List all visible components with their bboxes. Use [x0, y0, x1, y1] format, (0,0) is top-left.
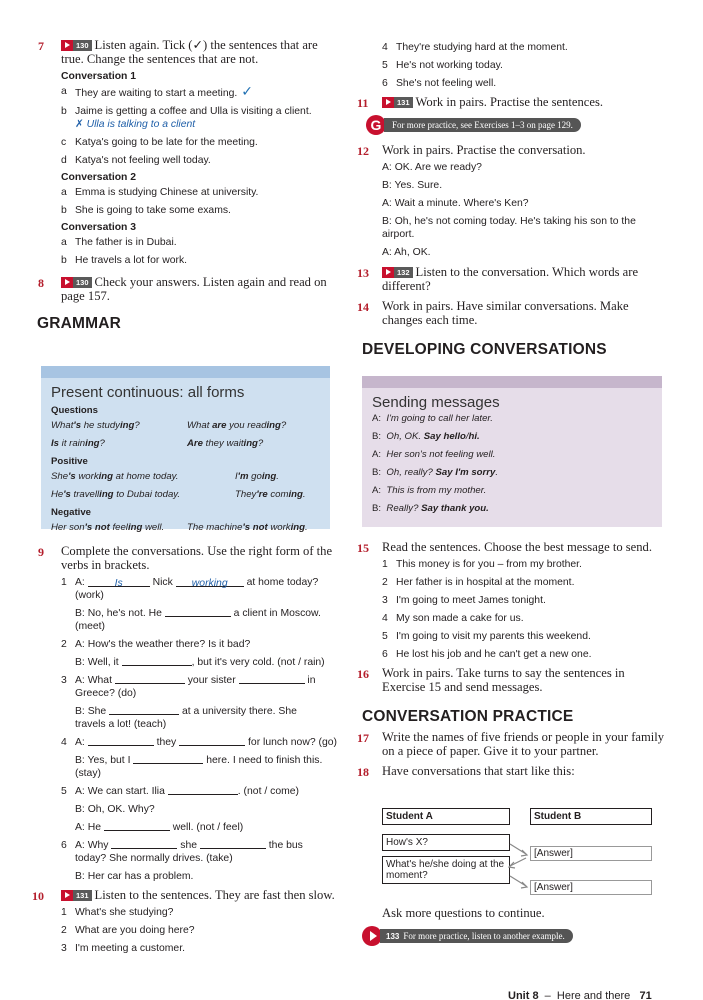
exercise-number: 17 — [357, 731, 369, 745]
section-heading-grammar: GRAMMAR — [37, 315, 122, 332]
exercise-9-items: 1 A: Is Nick working at home today? (work) B: No, he's not. He a client in Moscow. (meet) 2 A: How's the weather there? Is it bad? B: Well, it , but it's very cold. (not / rain) 3 A: What your sister in Greece? (do) B: She at a university there. She travels a lot! (teach) 4 A: they for lunch now? (go) B: Yes, but I here. I need to finish this. (stay) 5 A: We can start. Ilia . (not / come) B: Oh, OK. Why? A: He well. (not / feel) 6 A: Why she the bus today? She normally drives. (take) B: Her car has a problem. — [61, 577, 337, 882]
unit-title: Here and there — [556, 990, 631, 1000]
exercise-number: 13 — [357, 266, 369, 280]
item-text: What's she studying? — [75, 907, 174, 918]
answer-field[interactable] — [176, 577, 244, 587]
item-text: I'm meeting a customer. — [75, 943, 185, 954]
audio-track-badge[interactable] — [61, 277, 92, 288]
message-line: A: This is from my mother. — [372, 485, 487, 496]
dialogue-line: A: Ah, OK. — [382, 247, 431, 258]
item-text: She's not feeling well. — [396, 78, 497, 89]
exercise-12-dialogue — [356, 161, 666, 259]
conversation-label: Conversation 1 — [61, 71, 137, 82]
prompt-box: How's X? — [382, 834, 510, 851]
listen-reference-label: For more practice, listen to another example. — [403, 931, 565, 941]
exercise-10-items: 1 What's she studying? 2 What are you doing here? 3 I'm meeting a customer. — [61, 907, 195, 954]
grammar-row: Her son's not feeling well. The machine's not working. — [51, 522, 308, 533]
exercise-16 — [356, 666, 666, 694]
track-number: 131 — [394, 97, 413, 108]
grammar-box-title: Present continuous: all forms — [51, 384, 245, 401]
list-item: c Katya's going to be late for the meeting. — [61, 137, 258, 148]
audio-track-badge[interactable] — [61, 890, 92, 901]
grammar-box — [41, 366, 330, 533]
play-icon[interactable] — [61, 40, 73, 51]
play-icon[interactable] — [382, 97, 394, 108]
answer-field[interactable] — [239, 674, 305, 684]
exercise-13 — [356, 265, 666, 293]
item-text: Emma is studying Chinese at university. — [75, 187, 259, 198]
exercise-number: 15 — [357, 541, 369, 555]
list-item: b He travels a lot for work. — [61, 255, 188, 266]
answer-field[interactable] — [168, 785, 238, 795]
item-text: He lost his job and he can't get a new one. — [396, 649, 592, 660]
answer-field[interactable] — [111, 839, 177, 849]
exercise-9 — [37, 544, 347, 572]
answer-field[interactable] — [115, 674, 185, 684]
answer-box: [Answer] — [530, 846, 652, 861]
message-line: A: Her son's not feeling well. — [372, 449, 496, 460]
conversation-label: Conversation 3 — [61, 222, 137, 233]
track-number: 130 — [73, 40, 92, 51]
sending-messages-title: Sending messages — [372, 394, 500, 411]
unit-label: Unit 8 — [508, 990, 539, 1000]
exercise-15-items: 1 This money is for you – from my brother. 2 Her father is in hospital at the moment. 3 I'm going to meet James tonight. 4 My son made a cake for us. 5 I'm going to visit my parents this weekend. 6 He lost his job and he can't get a new one. — [382, 559, 592, 660]
item-text: I'm going to visit my parents this weekend. — [396, 631, 591, 642]
play-icon[interactable] — [362, 926, 382, 946]
answer-field[interactable] — [179, 736, 245, 746]
list-item: b She is going to take some exams. — [61, 205, 231, 216]
section-heading-conversation-practice: CONVERSATION PRACTICE — [362, 708, 574, 725]
exercise-number: 16 — [357, 667, 369, 681]
exercise-instruction: Have conversations that start like this: — [382, 764, 575, 778]
listen-reference[interactable] — [362, 926, 573, 946]
play-icon[interactable] — [61, 277, 73, 288]
dialogue-line: A: Wait a minute. Where's Ken? — [382, 198, 529, 209]
instruction-text: Check your answers. Listen again and read on page 157. — [61, 275, 327, 303]
track-number: 130 — [73, 277, 92, 288]
exercise-number: 9 — [38, 545, 44, 559]
instruction-text: Work in pairs. Practise the sentences. — [415, 95, 604, 109]
grammar-reference-text: For more practice, see Exercises 1–3 on page 129. — [384, 118, 581, 132]
page-footer: Unit 8 – Here and there 71 — [508, 990, 652, 1000]
exercise-number: 11 — [357, 96, 369, 110]
item-text: Katya's not feeling well today. — [75, 155, 211, 166]
handwritten-correction: ✗ Ulla is talking to a client — [75, 119, 196, 130]
exercise-7 — [37, 38, 337, 66]
item-text: My son made a cake for us. — [396, 613, 524, 624]
student-a-header: Student A — [382, 808, 510, 825]
play-icon[interactable] — [61, 890, 73, 901]
answer-field[interactable] — [133, 754, 203, 764]
grammar-row: What's he studying? What are you reading? — [51, 420, 287, 431]
exercise-18 — [356, 764, 666, 778]
exercise-15 — [356, 540, 666, 554]
dialogue-line: B: Oh, he's not coming today. He's taking his son to the airport. — [382, 216, 636, 240]
grammar-reference[interactable] — [366, 115, 581, 135]
grammar-icon: G — [366, 115, 386, 135]
tick-mark-icon: ✓ — [241, 83, 254, 99]
dialogue-line: B: Yes. Sure. — [382, 180, 443, 191]
exercise-14 — [356, 299, 666, 327]
ask-more-instruction: Ask more questions to continue. — [382, 906, 545, 920]
student-b-header: Student B — [530, 808, 652, 825]
dialogue-line: A: OK. Are we ready? — [382, 162, 482, 173]
list-item: b Jaime is getting a coffee and Ulla is visiting a client. ✗ Ulla is talking to a client — [61, 105, 337, 131]
answer-field[interactable] — [109, 705, 179, 715]
exercise-10 — [32, 888, 347, 903]
exercise-instruction: Work in pairs. Take turns to say the sentences in Exercise 15 and send messages. — [382, 666, 625, 694]
instruction-text: Listen to the conversation. Which words are different? — [382, 265, 639, 293]
exercise-number: 12 — [357, 144, 369, 158]
exercise-10-continued: 4 They're studying hard at the moment. 5 He's not working today. 6 She's not feeling well. — [382, 42, 568, 89]
exercise-11 — [356, 95, 666, 109]
right-column — [356, 39, 666, 359]
exercise-instruction: Complete the conversations. Use the right form of the verbs in brackets. — [61, 544, 333, 572]
track-number: 132 — [394, 267, 413, 278]
message-line: A: I'm going to call her later. — [372, 413, 493, 424]
exercise-number: 14 — [357, 300, 369, 314]
grammar-row: Is it raining? Are they waiting? — [51, 438, 264, 449]
message-line: B: Really? Say thank you. — [372, 503, 489, 514]
exercise-instruction — [61, 38, 337, 66]
answer-field[interactable] — [88, 736, 154, 746]
item-text: They are waiting to start a meeting. — [75, 88, 238, 99]
exercise-number: 18 — [357, 765, 369, 779]
audio-track-badge[interactable] — [382, 267, 413, 278]
listen-reference-text — [380, 929, 573, 943]
item-text: I'm going to meet James tonight. — [396, 595, 546, 606]
instruction-text: Listen to the sentences. They are fast then slow. — [94, 888, 335, 902]
grammar-label-negative: Negative — [51, 507, 91, 518]
left-column — [37, 38, 337, 333]
answer-field[interactable] — [200, 839, 266, 849]
exercise-instruction: Read the sentences. Choose the best message to send. — [382, 540, 652, 554]
audio-track-badge[interactable] — [382, 97, 413, 108]
answer-field[interactable] — [122, 656, 192, 666]
exercise-instruction — [382, 265, 666, 293]
sending-messages-box — [362, 376, 662, 527]
item-text: This money is for you – from my brother. — [396, 559, 582, 570]
conversation-label: Conversation 2 — [61, 172, 137, 183]
audio-track-badge[interactable] — [61, 40, 92, 51]
grammar-label-positive: Positive — [51, 456, 88, 467]
exercise-8 — [37, 275, 337, 303]
item-text: He's not working today. — [396, 60, 503, 71]
answer-field[interactable] — [88, 577, 150, 587]
exercise-7-items — [37, 71, 337, 267]
exercise-17 — [356, 730, 666, 758]
list-item: a Emma is studying Chinese at university. — [61, 187, 259, 198]
item-text: Katya's going to be late for the meeting. — [75, 137, 258, 148]
message-line: B: Oh, really? Say I'm sorry. — [372, 467, 499, 478]
filled-answer: Is — [114, 578, 123, 589]
answer-field[interactable] — [165, 607, 231, 617]
message-line: B: Oh, OK. Say hello/hi. — [372, 431, 480, 442]
item-text: Jaime is getting a coffee and Ulla is visiting a client. — [75, 106, 312, 117]
exercise-12 — [356, 143, 666, 157]
answer-box: [Answer] — [530, 880, 652, 895]
section-heading-developing-conversations: DEVELOPING CONVERSATIONS — [362, 341, 607, 358]
answer-field[interactable] — [104, 821, 170, 831]
item-text: Her father is in hospital at the moment. — [396, 577, 575, 588]
list-item: a They are waiting to start a meeting. ✓ — [61, 83, 254, 99]
list-item: d Katya's not feeling well today. — [61, 155, 211, 166]
instruction-text: Listen again. Tick (✓) the sentences that are true. Change the sentences that are not. — [61, 38, 318, 66]
item-text: They're studying hard at the moment. — [396, 42, 568, 53]
item-text: He travels a lot for work. — [75, 255, 188, 266]
filled-answer: working — [191, 578, 228, 589]
list-item: a The father is in Dubai. — [61, 237, 177, 248]
prompt-box: What's he/she doing at the moment? — [382, 856, 510, 884]
item-text: The father is in Dubai. — [75, 237, 177, 248]
exercise-number: 10 — [32, 889, 44, 903]
grammar-row: He's travelling to Dubai today. They're coming. — [51, 489, 306, 500]
grammar-label-questions: Questions — [51, 405, 98, 416]
exercise-number: 7 — [38, 39, 44, 53]
exercise-number: 8 — [38, 276, 44, 290]
play-icon[interactable] — [382, 267, 394, 278]
page-number: 71 — [639, 990, 652, 1000]
grammar-row: She's working at home today. I'm going. — [51, 471, 279, 482]
exercise-instruction — [61, 275, 337, 303]
item-text: What are you doing here? — [75, 925, 195, 936]
item-text: She is going to take some exams. — [75, 205, 231, 216]
exercise-instruction — [382, 95, 666, 109]
track-number: 131 — [73, 890, 92, 901]
track-number: 133 — [386, 932, 400, 941]
flow-arrows — [508, 836, 532, 894]
right-column-lower — [356, 540, 666, 782]
exercise-instruction — [61, 888, 347, 902]
exercise-instruction: Work in pairs. Have similar conversations. Make changes each time. — [382, 299, 629, 327]
exercise-instruction: Write the names of five friends or people in your family on a piece of paper. Give it to your partner. — [382, 730, 665, 758]
exercise-instruction: Work in pairs. Practise the conversation. — [382, 143, 586, 157]
left-column-lower — [32, 544, 347, 960]
